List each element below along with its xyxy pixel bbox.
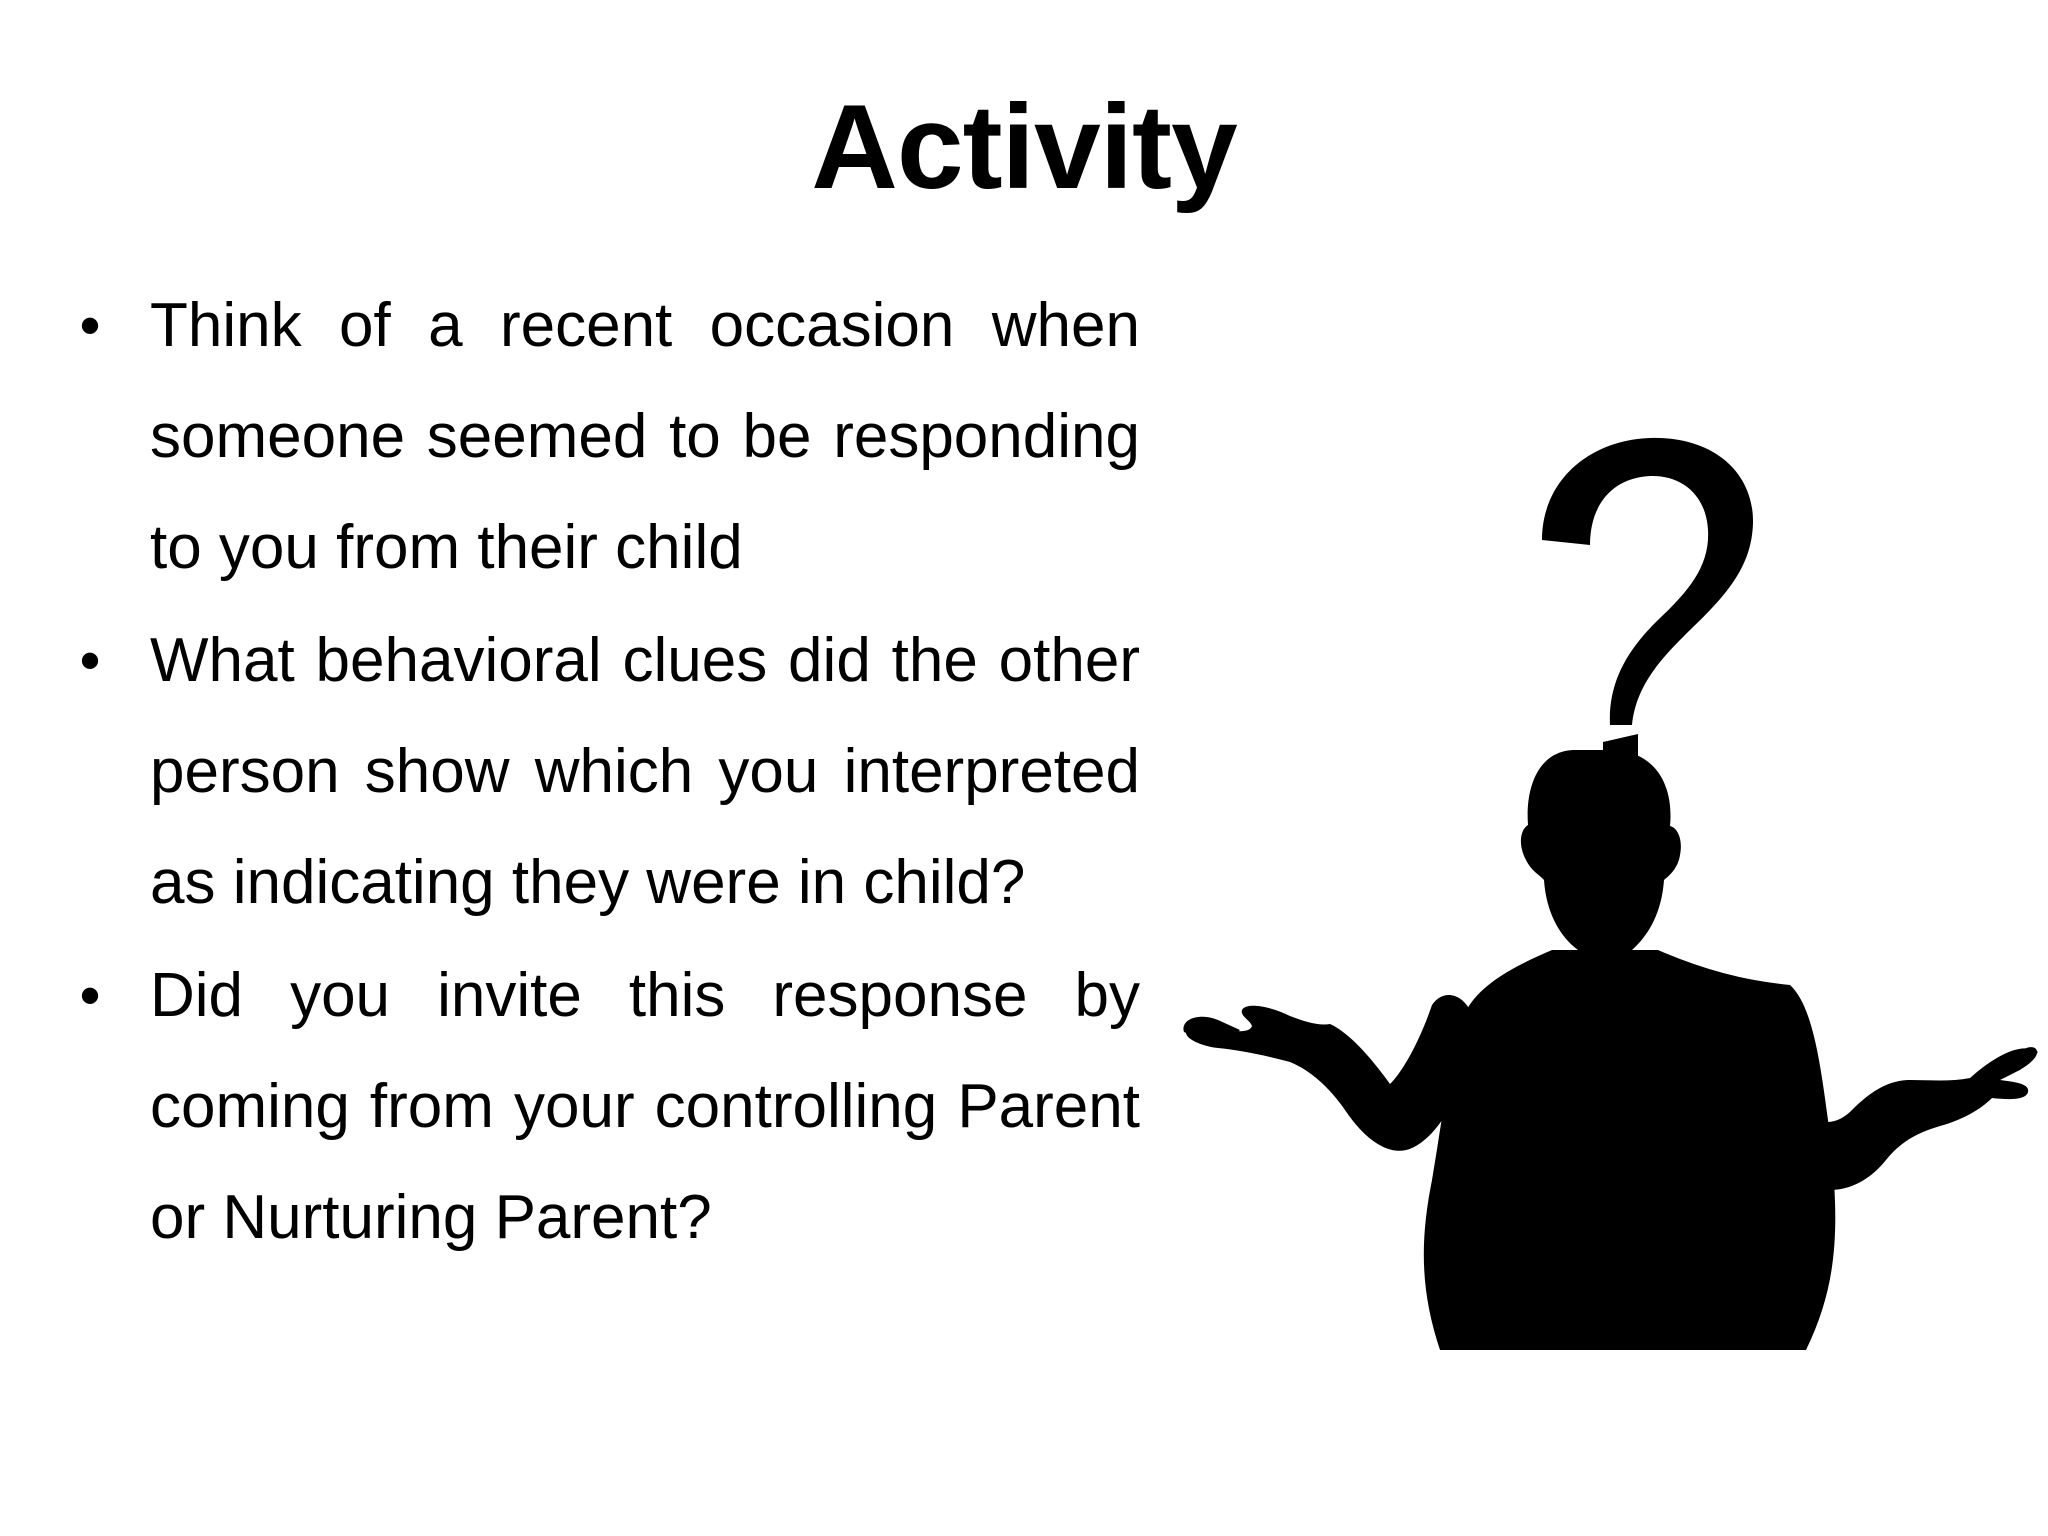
torso-shape xyxy=(1424,950,1835,1350)
head-shape xyxy=(1521,750,1681,950)
slide-title: Activity xyxy=(811,80,1237,214)
bullet-item xyxy=(70,940,1140,1273)
left-arm-shape xyxy=(1186,995,1470,1151)
bullet-dot-icon: • xyxy=(79,627,101,694)
bullet-text: Did you invite this response by coming from your controlling Parent or Nurturing Parent? xyxy=(150,961,1140,1252)
bullet-text: What behavioral clues did the other person show which you interpreted as indicating they were in child? xyxy=(150,626,1140,917)
bullet-list xyxy=(70,270,1140,1275)
bullet-dot-icon: • xyxy=(79,292,101,359)
bullet-item xyxy=(70,605,1140,938)
silhouette-group xyxy=(1183,438,2038,1350)
bullet-dot-icon: • xyxy=(79,962,101,1029)
bullet-text: Think of a recent occasion when someone seemed to be responding to you from their child xyxy=(150,291,1140,582)
confused-person-silhouette-icon xyxy=(1180,420,2040,1380)
silhouette-svg xyxy=(1180,420,2040,1380)
question-mark-hook xyxy=(1542,438,1753,725)
bullet-item xyxy=(70,270,1140,603)
